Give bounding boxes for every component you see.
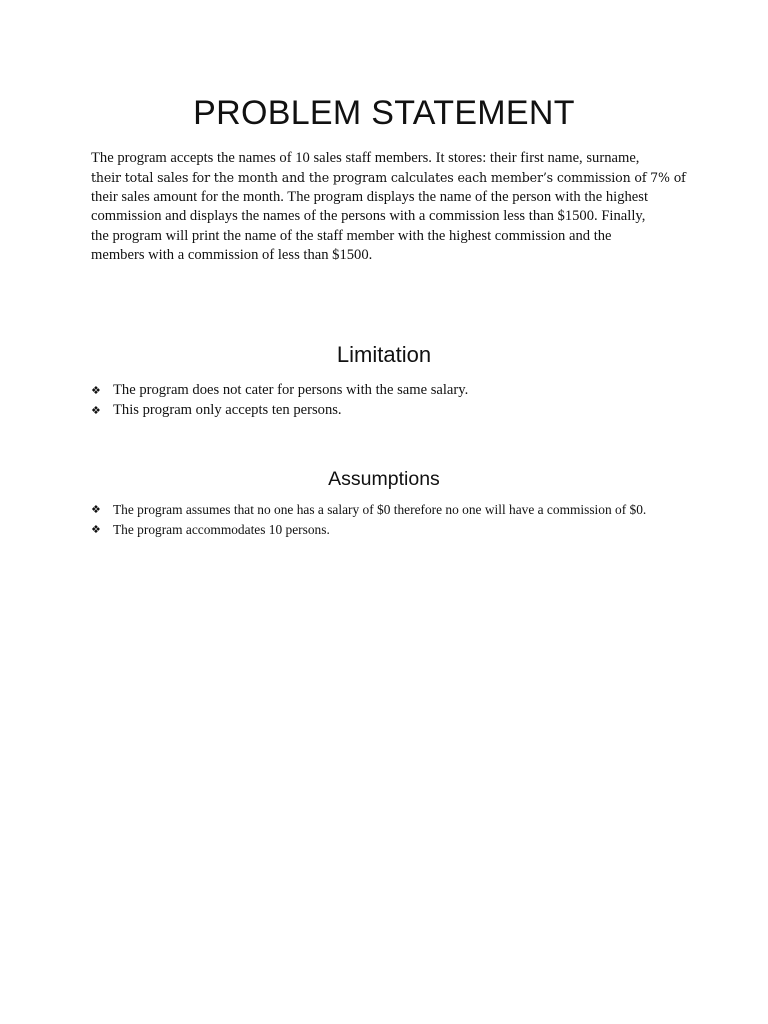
paragraph-line: commission and displays the names of the persons with a commission less than $1500. Finally,: [91, 208, 646, 225]
list-item-text: The program assumes that no one has a salary of $0 therefore no one will have a commission of $0.: [113, 502, 647, 517]
assumptions-list: [91, 500, 646, 539]
diamond-bullet-icon: ❖: [91, 503, 101, 516]
limitation-list: [91, 381, 468, 420]
list-item-text: This program only accepts ten persons.: [113, 401, 342, 418]
paragraph-line: their sales amount for the month. The program displays the name of the person with the highest: [91, 188, 649, 205]
diamond-bullet-icon: ❖: [91, 522, 101, 536]
paragraph-line: their total sales for the month and the program calculates each member’s commission of 7% of: [91, 170, 686, 186]
list-item: [91, 500, 646, 520]
list-item: [91, 381, 468, 401]
assumptions-heading: Assumptions: [328, 468, 440, 490]
list-item-text: The program accommodates 10 persons.: [113, 521, 330, 537]
paragraph-line: The program accepts the names of 10 sales staff members. It stores: their first name, surname,: [91, 150, 640, 166]
diamond-bullet-icon: ❖: [91, 403, 101, 417]
limitation-heading: Limitation: [336, 342, 432, 367]
list-item-text: The program does not cater for persons with the same salary.: [113, 382, 469, 398]
list-item: [91, 520, 646, 540]
paragraph-line: the program will print the name of the staff member with the highest commission and the: [91, 227, 612, 244]
problem-statement-paragraph: [91, 149, 686, 265]
diamond-bullet-icon: ❖: [91, 384, 101, 397]
page-title: PROBLEM STATEMENT: [193, 94, 575, 132]
paragraph-line: members with a commission of less than $1500.: [91, 247, 373, 264]
list-item: [91, 401, 468, 421]
